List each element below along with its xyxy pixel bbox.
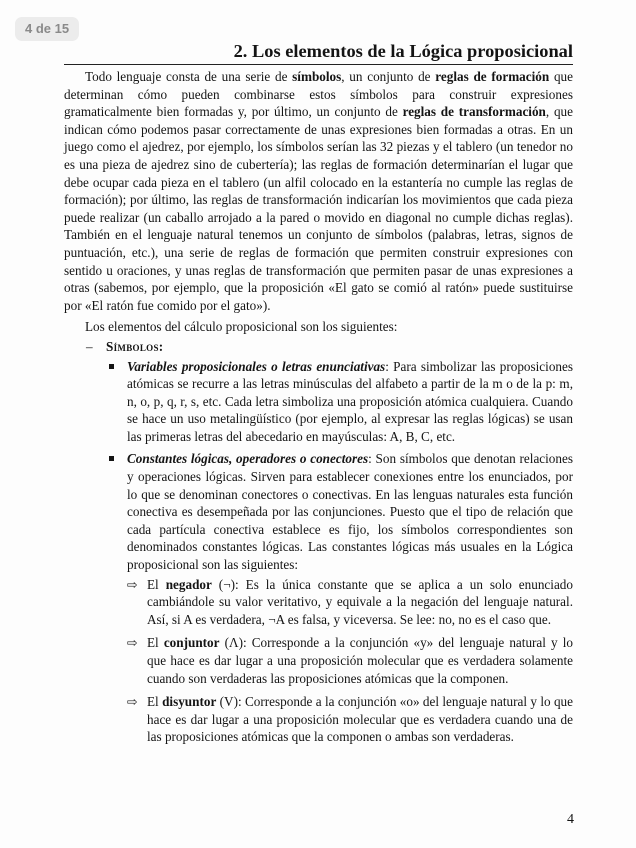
page-indicator-badge: 4 de 15	[15, 17, 79, 41]
hollow-right-arrow-icon: ⇨	[127, 576, 138, 592]
constants-description: : Son símbolos que denotan relaciones y operaciones lógicas. Sirven para establecer conexiones entre los enunciados, por lo que se denominan conectores o conectivas. En las lenguas naturales esta función conectiva es desempeñada por las conjunciones. Puesto que el tipo de relación que cada partícula conectiva establece es fijo, los símbolos correspondientes son denominados constantes lógicas. Las constantes lógicas más usuales en la Lógica proposicional son las siguientes:	[127, 451, 573, 573]
variables-description: : Para simbolizar las proposiciones atómicas se recurre a las letras minúsculas del alfabeto a partir de la m o de la p: m, n, o, p, q, r, s, etc. Cada letra simboliza una proposición atómica cualquiera. Cuando se hace un uso metalingüístico (por ejemplo, al expresar las reglas lógicas) se usan las primeras letras del abecedario en mayúsculas: A, B, C, etc.	[127, 358, 574, 444]
term-variables: Variables proposicionales o letras enunciativas	[127, 358, 386, 374]
connective-prefix: El	[147, 694, 163, 710]
connective-prefix: El	[147, 576, 166, 592]
connective-name: disyuntor	[162, 694, 217, 710]
square-bullet-icon	[109, 456, 114, 461]
connective-description: : Corresponde a la conjunción «o» del lenguaje natural y lo que hace es dar lugar a una proposición molecular que es verdadera cuando una de las proposiciones atómicas que la componen o ambas son verdaderas.	[147, 694, 573, 745]
hollow-right-arrow-icon: ⇨	[127, 635, 138, 651]
connective-symbol: (Λ)	[219, 635, 243, 651]
connective-name: negador	[165, 576, 212, 592]
title-underline	[64, 64, 573, 65]
connective-description: : Corresponde a la conjunción «y» del lenguaje natural y lo que hace es dar lugar a una proposición molecular que es verdadera solamente cuando son verdaderas las proposiciones atómicas que la componen.	[147, 635, 573, 686]
term-reglas-transformacion: reglas de transformación	[402, 104, 546, 120]
list-item-constants	[64, 450, 573, 573]
connective-name: conjuntor	[163, 635, 220, 651]
connective-symbol: (V)	[216, 694, 238, 710]
term-simbolos: símbolos	[292, 69, 342, 84]
intro-text-segment: Todo lenguaje consta de una serie de	[85, 69, 293, 84]
connective-item-negador	[64, 576, 573, 629]
page-number: 4	[567, 812, 574, 827]
symbols-heading	[64, 338, 573, 356]
connective-symbol: (¬)	[211, 576, 236, 592]
term-reglas-formacion: reglas de formación	[435, 69, 550, 84]
intro-text-segment: , que indican cómo podemos pasar correctamente de unas expresiones bien formadas a otras. En un juego como el ajedrez, por ejemplo, los símbolos serían las 32 piezas y el tablero (un tenedor no es una pieza de ajedrez sino de cubertería); las reglas de formación determinarían el lugar que debe ocupar cada pieza en el tablero (un alfil colocado en la estantería no cumple las reglas de formación); por último, las reglas de transformación indicarían los movimientos que cada pieza puede realizar (un caballo arrojado a la pared o movido en diagonal no cumple dichas reglas). También en el lenguaje natural tenemos un conjunto de símbolos (palabras, letras, signos de puntuación, etc.), una serie de reglas de formación que permiten construir expresiones con sentido u oraciones, y unas reglas de transformación que permiten pasar de unas expresiones a otras (sabemos, por ejemplo, que la proposición «El gato se comió al ratón» puede sustituirse por «El ratón fue comido por el gato»).	[64, 104, 573, 313]
intro-text-segment: , un conjunto de	[341, 69, 436, 84]
connective-item-conjuntor	[64, 634, 573, 687]
connective-description: : Es la única constante que se aplica a un solo enunciado cambiándole su valor veritativo, y equivale a la negación del lenguaje natural. Así, si A es verdadera, ¬A es falsa, y viceversa. Se lee: no, no es el caso que.	[147, 576, 573, 627]
intro-paragraph	[64, 68, 573, 314]
square-bullet-icon	[109, 364, 114, 369]
document-body	[64, 68, 573, 746]
connective-item-disyuntor	[64, 693, 573, 746]
dash-marker: –	[86, 338, 93, 354]
section-title: 2. Los elementos de la Lógica proposicional	[233, 41, 573, 61]
list-item-variables	[64, 358, 573, 446]
symbols-heading-label: Símbolos:	[106, 338, 164, 354]
term-constants: Constantes lógicas, operadores o conectores	[127, 451, 369, 467]
elements-intro-paragraph: Los elementos del cálculo proposicional son los siguientes:	[85, 319, 398, 335]
intro-text-segment: que determinan cómo pueden combinarse estos símbolos para construir expresiones gramaticalmente bien formadas y, por último, un conjunto de	[64, 69, 573, 120]
hollow-right-arrow-icon: ⇨	[127, 694, 138, 710]
connective-prefix: El	[147, 635, 164, 651]
